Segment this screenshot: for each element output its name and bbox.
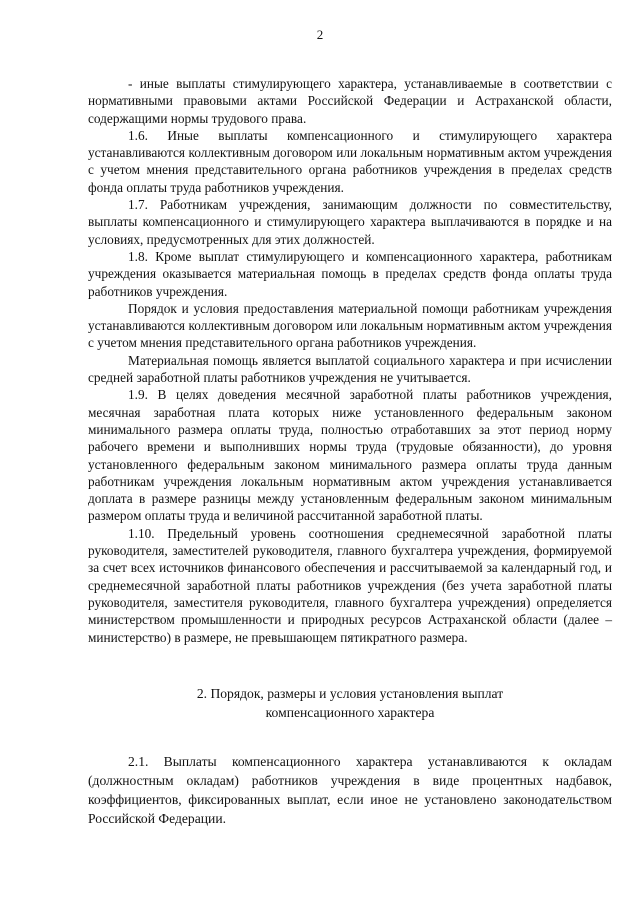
section-heading-line-1: 2. Порядок, размеры и условия установления выплат — [196, 685, 504, 701]
paragraph-1-6: 1.6. Иные выплаты компенсационного и стимулирующего характера устанавливаются коллективным договором или локальным нормативным актом учреждения с учетом мнения представительного органа работников учреждения в пределах средств фонда оплаты труда работников учреждения. — [88, 127, 612, 195]
paragraph-material-aid-social: Материальная помощь является выплатой социального характера и при исчислении средней заработной платы работников учреждения не учитывается. — [88, 352, 612, 386]
document-body — [88, 75, 612, 828]
paragraph-other-incentive-payments: - иные выплаты стимулирующего характера, устанавливаемые в соответствии с нормативными правовыми актами Российской Федерации и Астраханской области, содержащими нормы трудового права. — [88, 76, 612, 126]
paragraph-2-1: 2.1. Выплаты компенсационного характера устанавливаются к окладам (должностным окладам) работников учреждения в виде процентных надбавок, коэффициентов, фиксированных выплат, если иное не установлено законодательством Российской Федерации. — [88, 753, 612, 826]
paragraph-1-9: 1.9. В целях доведения месячной заработной платы работников учреждения, месячная заработная плата которых ниже установленного федеральным законом минимального размера оплаты труда, полностью отработавших за этот период норму рабочего времени и выполнивших нормы труда (трудовые обязанности), до уровня установленного федеральным законом минимального размера оплаты труда данным работникам учреждения локальным нормативным актом учреждения устанавливается доплата в размере разницы между установленным федеральным законом минимальным размером оплаты труда и величиной рассчитанной заработной платы. — [88, 387, 612, 524]
page-number: 2 — [316, 27, 324, 42]
paragraph-1-7: 1.7. Работникам учреждения, занимающим должности по совместительству, выплаты компенсационного и стимулирующего характера выплачиваются в порядке и на условиях, предусмотренных для этих должностей. — [88, 197, 612, 247]
paragraph-1-10: 1.10. Предельный уровень соотношения среднемесячной заработной платы руководителя, заместителей руководителя, главного бухгалтера учреждения, формируемой за счет всех источников финансового обеспечения и рассчитываемой за календарный год, и среднемесячной заработной платы работников учреждения (без учета заработной платы руководителя, заместителя руководителя, главного бухгалтера учреждения) определяется министерством промышленности и природных ресурсов Астраханской области (далее – министерство) в размере, не превышающем пятикратного размера. — [88, 525, 612, 645]
section-2-heading — [88, 684, 612, 722]
paragraph-material-aid-procedure: Порядок и условия предоставления материальной помощи работникам учреждения устанавливаются коллективным договором или локальным нормативным актом учреждения с учетом мнения представительного органа работников учреждения. — [88, 300, 612, 351]
section-heading-line-2: компенсационного характера — [265, 704, 435, 720]
paragraph-1-8: 1.8. Кроме выплат стимулирующего и компенсационного характера, работникам учреждения оказывается материальная помощь в пределах средств фонда оплаты труда работников учреждения. — [88, 248, 612, 299]
